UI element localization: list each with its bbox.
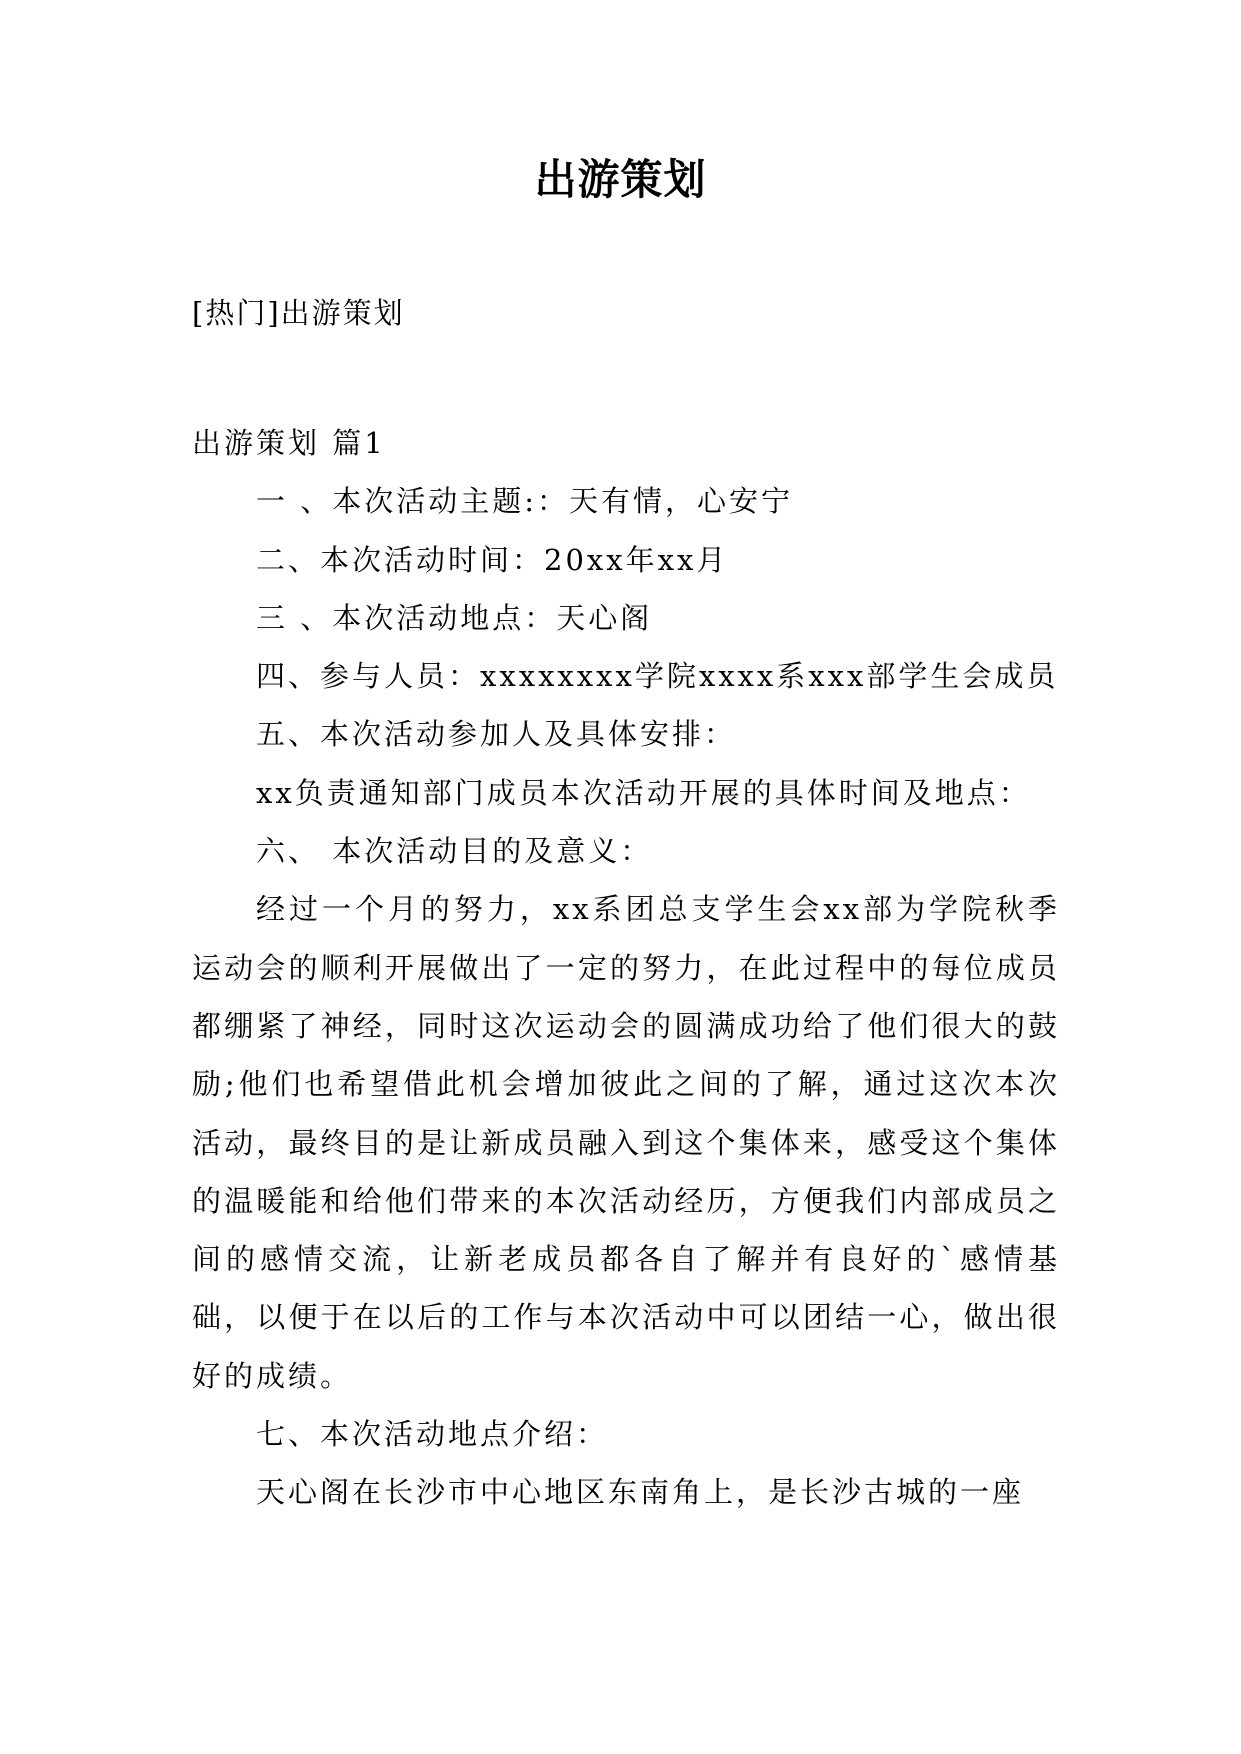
paragraph-location: 三 、本次活动地点：天心阁 <box>256 600 653 635</box>
document-body <box>192 414 1060 1522</box>
section-heading: 出游策划 篇1 <box>192 426 386 460</box>
paragraph-arrangement: 五、本次活动参加人及具体安排： <box>256 717 737 752</box>
paragraph-time: 二、本次活动时间：20xx年xx月 <box>256 542 729 577</box>
paragraph-notice: xx负责通知部门成员本次活动开展的具体时间及地点： <box>256 775 1031 810</box>
paragraph-venue-heading: 七、本次活动地点介绍： <box>256 1417 609 1452</box>
document-title: 出游策划 <box>534 155 707 204</box>
paragraph-theme: 一 、本次活动主题:：天有情，心安宁 <box>256 484 793 519</box>
paragraph-venue: 天心阁在长沙市中心地区东南角上，是长沙古城的一座 <box>256 1475 1025 1510</box>
document-subtitle: [热门]出游策划 <box>192 296 405 330</box>
paragraph-participants: 四、参与人员：xxxxxxxx学院xxxx系xxx部学生会成员 <box>256 659 1059 694</box>
paragraph-purpose: 经过一个月的努力，xx系团总支学生会xx部为学院秋季运动会的顺利开展做出了一定的努力，在此过程中的每位成员都绷紧了神经，同时这次运动会的圆满成功给了他们很大的鼓励;他们也希望借此机会增加彼此之间的了解，通过这次本次活动，最终目的是让新成员融入到这个集体来，感受这个集体的温暖能和给他们带来的本次活动经历，方便我们内部成员之间的感情交流，让新老成员都各自了解并有良好的`感情基础，以便于在以后的工作与本次活动中可以团结一心，做出很好的成绩。 <box>192 892 1060 1393</box>
paragraph-purpose-heading: 六、 本次活动目的及意义： <box>256 834 653 869</box>
